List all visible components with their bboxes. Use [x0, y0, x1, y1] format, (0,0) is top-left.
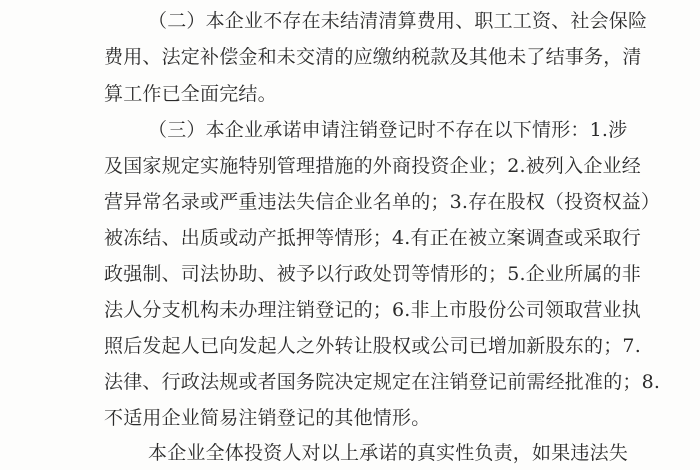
- text-line-1: （二）本企业不存在未结清清算费用、职工工资、社会保险: [148, 10, 648, 32]
- text-line-7: 被冻结、出质或动产抵押等情形；4.有正在被立案调查或采取行: [104, 227, 641, 249]
- text-line-9: 法人分支机构未办理注销登记的；6.非上市股份公司领取营业执: [104, 299, 641, 321]
- text-line-12: 不适用企业简易注销登记的其他情形。: [104, 407, 431, 429]
- text-line-5: 及国家规定实施特别管理措施的外商投资企业；2.被列入企业经: [104, 155, 641, 177]
- text-line-4: （三）本企业承诺申请注销登记时不存在以下情形：1.涉: [148, 119, 628, 141]
- text-line-13: 本企业全体投资人对以上承诺的真实性负责，如果违法失: [148, 442, 629, 464]
- text-line-6: 营异常名录或严重违法失信企业名单的；3.存在股权（投资权益）: [104, 191, 661, 213]
- text-line-11: 法律、行政法规或者国务院决定规定在注销登记前需经批准的；8.: [104, 371, 661, 393]
- text-line-2: 费用、法定补偿金和未交清的应缴纳税款及其他未了结事务，清: [104, 46, 642, 68]
- text-line-3: 算工作已全面完结。: [104, 83, 277, 105]
- text-line-8: 政强制、司法协助、被予以行政处罚等情形的；5.企业所属的非: [104, 263, 641, 285]
- text-line-10: 照后发起人已向发起人之外转让股权或公司已增加新股东的；7.: [104, 335, 641, 357]
